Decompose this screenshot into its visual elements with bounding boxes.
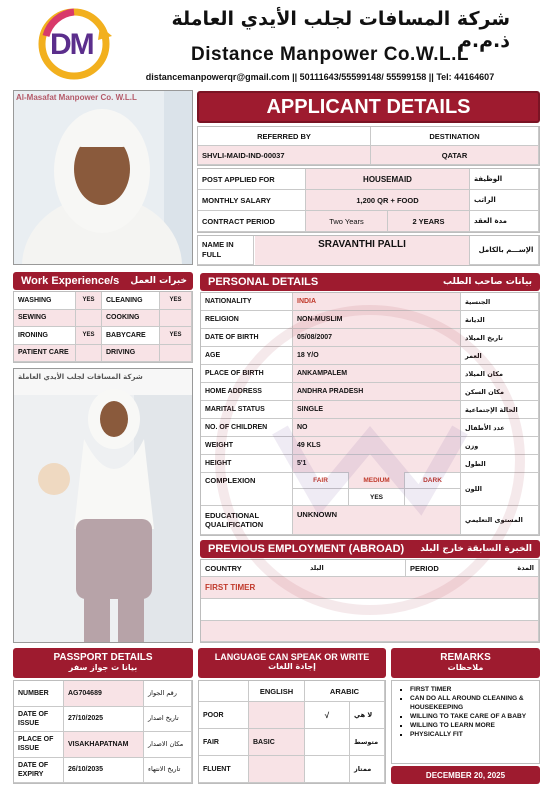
language-arabic-value [305, 756, 350, 783]
language-title: LANGUAGE CAN SPEAK OR WRITE [214, 652, 370, 662]
passport-field-label: DATE OF ISSUE [14, 707, 64, 733]
work-skill-value: YES [76, 327, 102, 345]
complexion-fair-value [293, 489, 349, 506]
personal-field-arabic: الحالة الإجتماعية [461, 401, 539, 419]
complexion-arabic: اللون [461, 472, 539, 506]
remarks-title: REMARKS [440, 652, 491, 663]
previous-employment-entry: FIRST TIMER [201, 577, 539, 599]
post-label: POST APPLIED FOR [198, 169, 306, 190]
previous-employment-empty-row [201, 599, 539, 621]
education-value: UNKNOWN [293, 506, 461, 535]
personal-field-arabic: تاريخ الميلاد [461, 329, 539, 347]
language-level-label: POOR [199, 702, 249, 729]
salary-value: 1,200 QR + FOOD [306, 190, 470, 211]
referral-code: SHVLI-MAID-IND-00037 [198, 146, 371, 165]
personal-field-label: MARITAL STATUS [201, 401, 293, 419]
banner-arabic-text: شركة المسافات لجلب الأيدي العاملة [18, 373, 143, 381]
personal-field-value: 05/08/2007 [293, 329, 461, 347]
complexion-option-medium: MEDIUM [349, 472, 405, 489]
personal-field-value: NO [293, 419, 461, 437]
work-skill-value: YES [160, 292, 192, 310]
complexion-dark-value [405, 489, 461, 506]
personal-field-arabic: مكان الميلاد [461, 365, 539, 383]
company-logo [36, 6, 116, 81]
personal-field-value: INDIA [293, 293, 461, 311]
personal-field-arabic: مكان السكن [461, 383, 539, 401]
work-skill-value [76, 310, 102, 328]
personal-field-value: 5'1 [293, 455, 461, 473]
work-skill-label: BABYCARE [102, 327, 160, 345]
language-corner-cell [199, 681, 249, 702]
personal-field-label: PLACE OF BIRTH [201, 365, 293, 383]
complexion-option-fair: FAIR [293, 472, 349, 489]
language-english-value [249, 756, 305, 783]
previous-employment-title-arabic: الخبرة السابقة خارج البلد [420, 544, 532, 554]
language-title-arabic: إجادة اللغات [268, 662, 316, 671]
contract-value: 2 YEARS [388, 211, 470, 232]
language-header [198, 648, 386, 678]
work-skill-label: PATIENT CARE [14, 345, 76, 363]
remark-item: ▪ WILLING TO TAKE CARE OF A BABY [410, 712, 539, 721]
language-level-label: FLUENT [199, 756, 249, 783]
work-experience-header [13, 272, 193, 290]
name-value: SRAVANTHI PALLI [255, 236, 470, 265]
personal-field-value: ANDHRA PRADESH [293, 383, 461, 401]
company-name-english: Distance Manpower Co.W.L.L [191, 44, 469, 65]
personal-field-label: NO. OF CHILDREN [201, 419, 293, 437]
contract-arabic: مدة العقد [470, 211, 539, 232]
destination-label: DESTINATION [371, 127, 539, 146]
language-arabic-value [305, 729, 350, 756]
personal-field-value: ANKAMPALEM [293, 365, 461, 383]
personal-field-value: NON-MUSLIM [293, 311, 461, 329]
education-label: EDUCATIONAL QUALIFICATION [201, 506, 293, 535]
personal-field-arabic: الديانة [461, 311, 539, 329]
work-skill-value [76, 345, 102, 363]
language-arabic-value: √ [305, 702, 350, 729]
education-arabic: المستوى التعليمي [461, 506, 539, 535]
work-skill-value [160, 345, 192, 363]
personal-field-arabic: الطول [461, 455, 539, 473]
remarks-date: DECEMBER 20, 2025 [391, 766, 540, 784]
passport-field-value: VISAKHAPATNAM [64, 732, 144, 758]
remarks-box [391, 680, 540, 764]
personal-field-label: RELIGION [201, 311, 293, 329]
remark-item: ▪ PHYSICALLY FIT [410, 730, 539, 739]
work-experience-title-arabic: خبرات العمل [130, 276, 187, 286]
remark-item: ▪ FIRST TIMER [410, 685, 539, 694]
referred-by-label: REFERRED BY [198, 127, 371, 146]
remarks-list [392, 685, 539, 739]
work-skill-value [160, 310, 192, 328]
complexion-label: COMPLEXION [201, 472, 293, 506]
personal-field-value: 49 KLS [293, 437, 461, 455]
complexion-medium-value: YES [349, 489, 405, 506]
complexion-option-dark: DARK [405, 472, 461, 489]
page-title: APPLICANT DETAILS [197, 91, 540, 123]
applicant-full-body-photo [13, 368, 193, 643]
personal-field-label: HEIGHT [201, 455, 293, 473]
language-level-arabic: لا هي [350, 702, 385, 729]
personal-field-label: HOME ADDRESS [201, 383, 293, 401]
personal-field-label: WEIGHT [201, 437, 293, 455]
personal-field-label: NATIONALITY [201, 293, 293, 311]
personal-field-arabic: وزن [461, 437, 539, 455]
language-level-arabic: ممتاز [350, 756, 385, 783]
passport-title: PASSPORT DETAILS [53, 652, 153, 663]
country-arabic: البلد [306, 560, 406, 577]
passport-field-label: PLACE OF ISSUE [14, 732, 64, 758]
work-skill-label: COOKING [102, 310, 160, 328]
previous-employment-empty-row [201, 621, 539, 642]
remark-item: ▪ CAN DO ALL AROUND CLEANING & HOUSEKEEPING [410, 694, 539, 712]
country-label: COUNTRY [201, 560, 306, 577]
language-english-value [249, 702, 305, 729]
post-value: HOUSEMAID [306, 169, 470, 190]
work-skill-label: CLEANING [102, 292, 160, 310]
work-skill-label: IRONING [14, 327, 76, 345]
passport-field-label: NUMBER [14, 681, 64, 707]
work-skill-label: WASHING [14, 292, 76, 310]
language-level-label: FAIR [199, 729, 249, 756]
personal-field-value: 18 Y/O [293, 347, 461, 365]
post-arabic: الوظيفة [470, 169, 539, 190]
salary-label: MONTHLY SALARY [198, 190, 306, 211]
banner-text: Al-Masafat Manpower Co. W.L.L [16, 93, 137, 102]
language-arabic-header: ARABIC [305, 681, 385, 702]
applicant-headshot-photo [13, 90, 193, 265]
salary-arabic: الراتب [470, 190, 539, 211]
personal-field-value: SINGLE [293, 401, 461, 419]
work-skill-value: YES [76, 292, 102, 310]
passport-field-arabic: رقم الجواز [144, 681, 192, 707]
passport-title-arabic: بيانا ت جواز سفر [68, 663, 138, 672]
previous-employment-header [200, 540, 540, 558]
personal-field-arabic: الجنسية [461, 293, 539, 311]
remarks-header [391, 648, 540, 678]
work-skill-value: YES [160, 327, 192, 345]
logo-letters: DM [50, 28, 93, 61]
personal-details-header [200, 273, 540, 291]
passport-field-arabic: تاريخ اصدار [144, 707, 192, 733]
passport-field-value: 26/10/2035 [64, 758, 144, 784]
language-level-arabic: متوسط [350, 729, 385, 756]
name-label: NAME IN FULL [198, 236, 254, 265]
work-experience-title: Work Experience/s [21, 275, 120, 287]
name-arabic: الإســـم بالكامل [470, 236, 539, 265]
passport-field-value: AG704689 [64, 681, 144, 707]
personal-field-label: AGE [201, 347, 293, 365]
personal-details-title: PERSONAL DETAILS [208, 276, 319, 288]
contact-line: distancemanpowerqr@gmail.com || 50111643/55599148/ 55599158 || Tel: 44164607 [145, 72, 495, 82]
destination-value: QATAR [371, 146, 539, 165]
contract-label: CONTRACT PERIOD [198, 211, 306, 232]
language-english-header: ENGLISH [249, 681, 305, 702]
company-name-arabic: شركة المسافات لجلب الأيدي العاملة ذ.م.م [171, 8, 510, 52]
contract-words: Two Years [306, 211, 388, 232]
passport-field-label: DATE OF EXPIRY [14, 758, 64, 784]
passport-field-value: 27/10/2025 [64, 707, 144, 733]
personal-field-label: DATE OF BIRTH [201, 329, 293, 347]
remarks-title-arabic: ملاحظات [447, 663, 484, 672]
personal-field-arabic: عدد الأطفال [461, 419, 539, 437]
previous-employment-title: PREVIOUS EMPLOYMENT (ABROAD) [208, 543, 405, 555]
passport-field-arabic: تاريخ الانتهاء [144, 758, 192, 784]
period-arabic: المدة [476, 560, 539, 577]
passport-field-arabic: مكان الاصدار [144, 732, 192, 758]
period-label: PERIOD [406, 560, 476, 577]
work-skill-label: SEWING [14, 310, 76, 328]
passport-header [13, 648, 193, 678]
personal-details-title-arabic: بيانات صاحب الطلب [442, 277, 532, 287]
remark-item: ▪ WILLING TO LEARN MORE [410, 721, 539, 730]
personal-field-arabic: العمر [461, 347, 539, 365]
language-english-value: BASIC [249, 729, 305, 756]
work-skill-label: DRIVING [102, 345, 160, 363]
